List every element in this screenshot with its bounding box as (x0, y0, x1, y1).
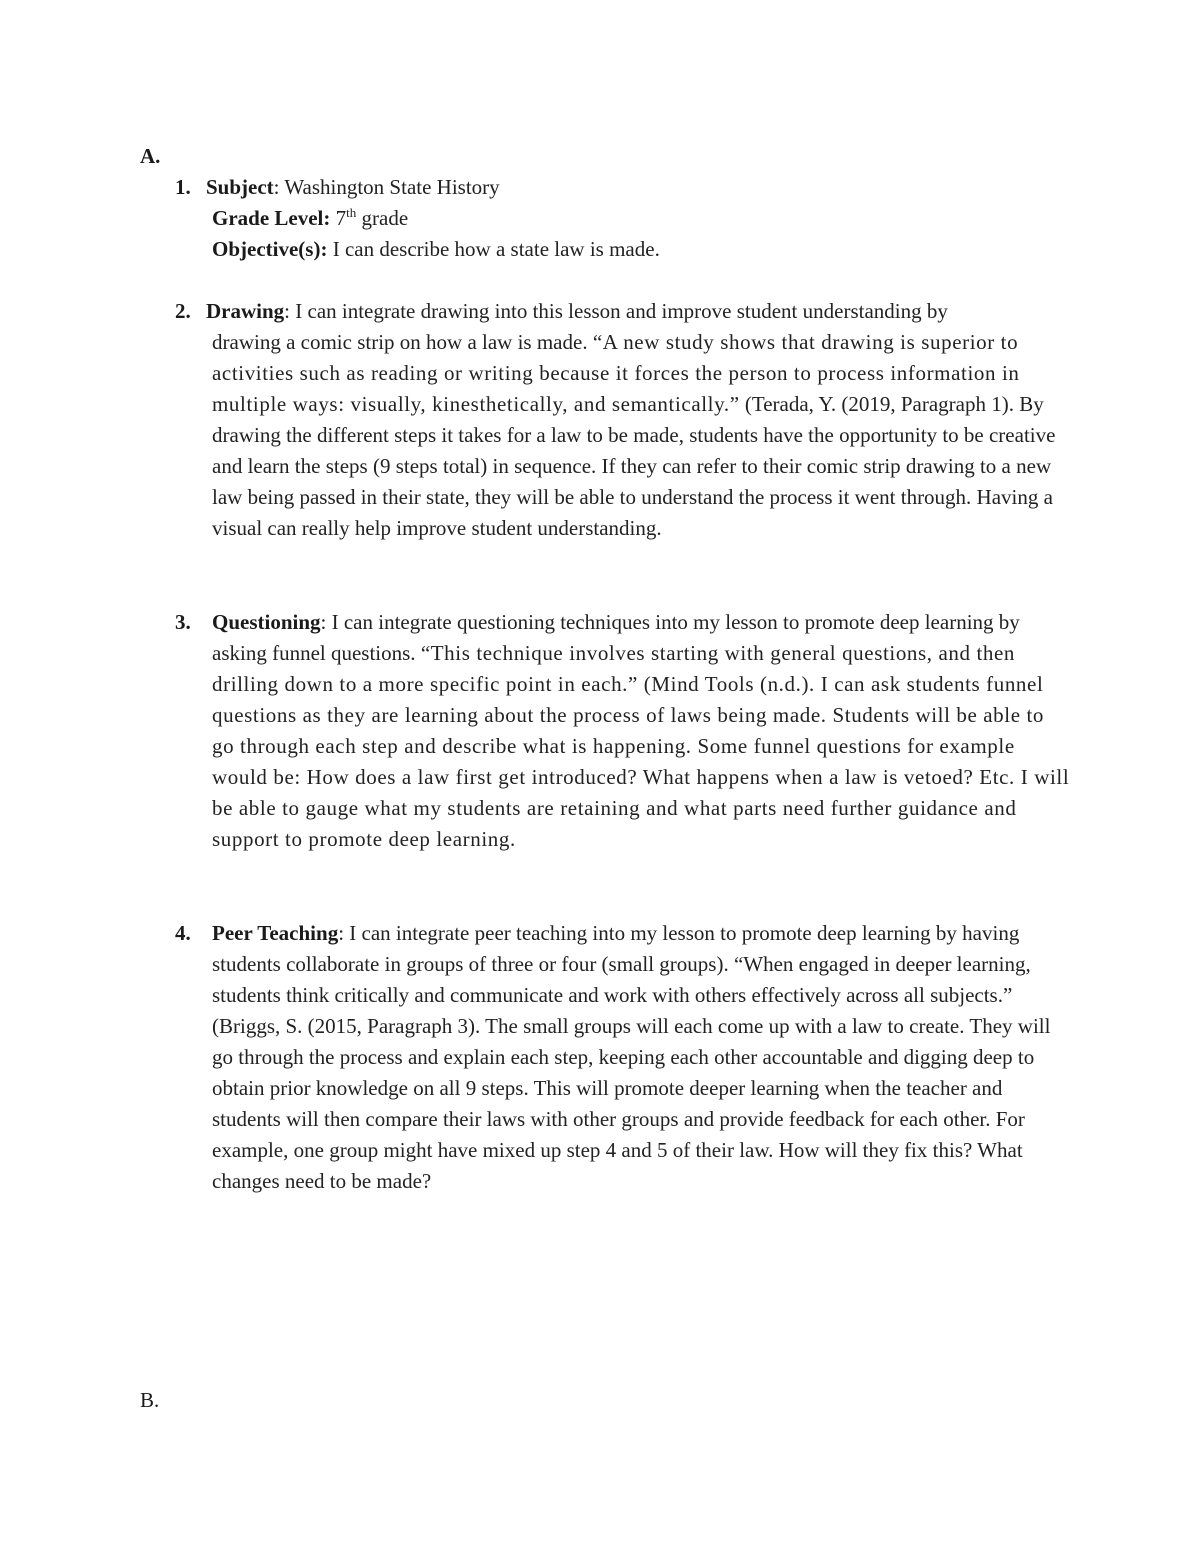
questioning-quote: “This technique involves starting with general questions, and then drilling down to a more specific point in each.” (212, 641, 1016, 696)
peer-teaching-quote: “When engaged in deeper learning, students think critically and communicate and work with others effectively across all subjects.” (212, 952, 1031, 1007)
section-a-label: A. (140, 144, 161, 168)
grade-level-rest: grade (356, 206, 409, 230)
grade-level-number: 7 (335, 206, 347, 230)
drawing-text-before-quote: drawing a comic strip on how a law is made. (212, 330, 593, 354)
grade-level-line (206, 203, 1066, 234)
peer-teaching-term: Peer Teaching (212, 921, 339, 945)
list-item-subject (175, 172, 1066, 265)
drawing-body (206, 327, 1066, 544)
grade-level-suffix: th (346, 205, 357, 220)
list-item-peer-teaching (175, 918, 1072, 1197)
subject-term: Subject (206, 175, 274, 199)
item-number: 3. (175, 610, 191, 634)
objective-term: Objective(s): (212, 237, 328, 261)
drawing-lead: : I can integrate drawing into this lesson and improve student understanding by (284, 299, 948, 323)
drawing-term: Drawing (206, 299, 285, 323)
item-number: 4. (175, 921, 191, 945)
list-item-questioning (175, 607, 1072, 855)
drawing-text-after-quote: (Terada, Y. (2019, Paragraph 1). By drawing the different steps it takes for a law to be made, students have the opportunity to be creative and learn the steps (9 steps total) in sequence. If they can refer to their comic strip drawing to a new law being passed in their state, they will be able to understand the process it went through. Having a visual can really help improve student understanding. (212, 392, 1056, 540)
peer-teaching-text-before-quote: : I can integrate peer teaching into my lesson to promote deep learning by having students collaborate in groups of three or four (small groups). (212, 921, 1020, 976)
subject-value: : Washington State History (273, 175, 500, 199)
section-b-label: B. (140, 1388, 160, 1412)
grade-level-term: Grade Level: (212, 206, 331, 230)
peer-teaching-text-after-quote: (Briggs, S. (2015, Paragraph 3). The small groups will each come up with a law to create. They will go through the process and explain each step, keeping each other accountable and digging deep to obtain prior knowledge on all 9 steps. This will promote deeper learning when the teacher and students will then compare their laws with other groups and provide feedback for each other. For example, one group might have mixed up step 4 and 5 of their law. How will they fix this? What changes need to be made? (212, 1014, 1051, 1193)
objective-value: I can describe how a state law is made. (327, 237, 660, 261)
subject-line (206, 172, 1066, 203)
drawing-quote: “A new study shows that drawing is superior to activities such as reading or writing because it forces the person to process information in multiple ways: visually, kinesthetically, and semantically.” (212, 330, 1020, 416)
item-number: 2. (175, 299, 191, 323)
questioning-term: Questioning (212, 610, 321, 634)
questioning-text-after-quote: (Mind Tools (n.d.). I can ask students funnel questions as they are learning about the process of laws being made. Students will be able to go through each step and describe what is happening. Some funnel questions for example would be: How does a law first get introduced? What happens when a law is vetoed? Etc. I will be able to gauge what my students are retaining and what parts need further guidance and support to promote deep learning. (212, 672, 1070, 851)
list-item-drawing (175, 296, 1066, 544)
questioning-text-before-quote: : I can integrate questioning techniques into my lesson to promote deep learning by asking funnel questions. (212, 610, 1020, 665)
objective-line (206, 234, 1066, 265)
item-number: 1. (175, 175, 191, 199)
